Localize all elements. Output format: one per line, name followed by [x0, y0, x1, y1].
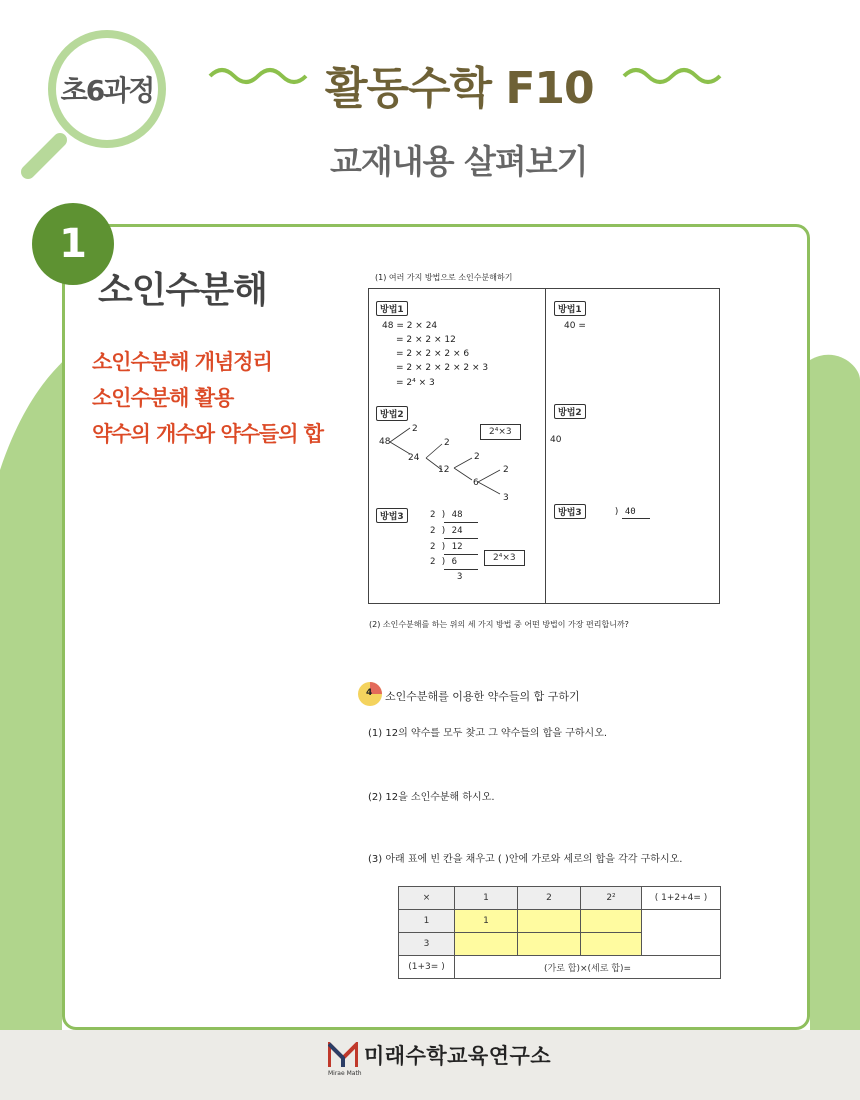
section4-number: 4 — [366, 688, 373, 698]
worksheet-q2: (2) 소인수분해를 하는 위의 세 가지 방법 중 어떤 방법이 가장 편리합니까? — [369, 620, 629, 629]
course-badge — [48, 30, 166, 148]
right-method3-label: 방법3 — [554, 504, 586, 519]
col-header: 2 — [518, 887, 581, 910]
page-title: 활동수학 F10 — [325, 63, 594, 114]
worksheet-divider — [545, 288, 546, 604]
row-header: 3 — [399, 933, 455, 956]
method3-label: 방법3 — [376, 508, 408, 523]
section4-title: 소인수분해를 이용한 약수들의 합 구하기 — [385, 690, 580, 703]
topic-2: 소인수분해 활용 — [92, 386, 234, 410]
row-sum-label: ( 1+2+4= ) — [642, 887, 721, 910]
table-cell[interactable]: 1 — [455, 910, 518, 933]
right-method2-text: 40 — [550, 435, 562, 445]
method3-answer-box: 2⁴×3 — [484, 550, 525, 566]
tree-node: 12 — [438, 465, 450, 475]
product-label: (가로 합)×(세로 합)= — [455, 956, 721, 979]
tree-node: 3 — [503, 493, 509, 503]
section-number-badge: 1 — [32, 203, 114, 285]
ladder-line: 2 ) 24 — [430, 526, 463, 536]
table-row — [399, 910, 721, 933]
worksheet-q1-title: (1) 여러 가지 방법으로 소인수분해하기 — [375, 273, 513, 282]
tree-node: 2 — [474, 452, 480, 462]
right-method2-label: 방법2 — [554, 404, 586, 419]
col-header: 2² — [581, 887, 642, 910]
table-cell[interactable] — [518, 910, 581, 933]
table-cell[interactable] — [581, 933, 642, 956]
course-badge-label: 초6과정 — [60, 74, 154, 107]
topic-3: 약수의 개수와 약수들의 합 — [92, 422, 324, 446]
col-header: 1 — [455, 887, 518, 910]
right-method1-label: 방법1 — [554, 301, 586, 316]
method2-label: 방법2 — [376, 406, 408, 421]
table-cell[interactable] — [455, 933, 518, 956]
footer-brand: 미래수학교육연구소 — [364, 1044, 552, 1068]
topic-1: 소인수분해 개념정리 — [92, 350, 272, 374]
method1-label: 방법1 — [376, 301, 408, 316]
table-cell[interactable] — [518, 933, 581, 956]
footer-brand-small: Mirae Math — [328, 1070, 362, 1077]
row-header: 1 — [399, 910, 455, 933]
method1-line: 48 = 2 × 24 — [382, 321, 438, 331]
tree-node: 24 — [408, 453, 420, 463]
right-method3-text: ) 40 — [614, 507, 636, 517]
method1-line: = 2 × 2 × 2 × 6 — [396, 349, 470, 359]
empty-cell — [642, 910, 721, 956]
divisor-table — [398, 886, 721, 979]
method1-line: = 2 × 2 × 12 — [396, 335, 456, 345]
ladder-line: 2 ) 6 — [430, 557, 458, 567]
method2-answer-box: 2⁴×3 — [480, 424, 521, 440]
tree-node: 2 — [503, 465, 509, 475]
table-row — [399, 956, 721, 979]
table-corner: × — [399, 887, 455, 910]
footer-logo — [328, 1040, 552, 1077]
tree-node: 6 — [473, 478, 479, 488]
method1-line: = 2 × 2 × 2 × 2 × 3 — [396, 363, 489, 373]
ladder-line: 2 ) 12 — [430, 542, 463, 552]
section-title: 소인수분해 — [98, 270, 267, 311]
page-subtitle: 교재내용 살펴보기 — [330, 142, 588, 181]
right-method1-text: 40 = — [564, 321, 586, 331]
table-cell[interactable] — [581, 910, 642, 933]
problem-1: (1) 12의 약수를 모두 찾고 그 약수들의 합을 구하시오. — [368, 728, 608, 739]
tree-node: 48 — [379, 437, 391, 447]
method1-line: = 2⁴ × 3 — [396, 378, 435, 388]
ladder-line: 3 — [457, 572, 463, 582]
ladder-line: 2 ) 48 — [430, 510, 463, 520]
col-sum-label: (1+3= ) — [399, 956, 455, 979]
problem-2: (2) 12을 소인수분해 하시오. — [368, 792, 495, 803]
tree-node: 2 — [412, 424, 418, 434]
problem-3: (3) 아래 표에 빈 칸을 채우고 ( )안에 가로와 세로의 합을 각각 구하시오. — [368, 854, 683, 865]
tree-node: 2 — [444, 438, 450, 448]
table-row — [399, 887, 721, 910]
mirae-logo-icon — [328, 1042, 358, 1068]
